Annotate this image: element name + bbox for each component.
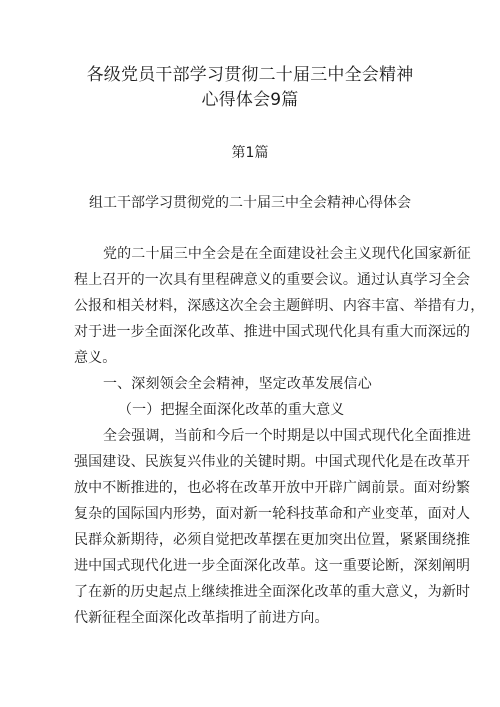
article-subtitle: 组工干部学习贯彻党的二十届三中全会精神心得体会 <box>89 195 411 211</box>
document-title-line-2: 心得体会9篇 <box>201 90 299 110</box>
paragraph-2-line: 强国建设、民族复兴伟业的关键时期。中国式现代化是在改革开 <box>74 454 471 470</box>
subsection-heading: （一）把握全面深化改革的重大意义 <box>118 402 345 418</box>
paragraph-2-line: 放中不断推进的，也必将在改革开放中开辟广阔前景。面对纷繁 <box>74 480 471 496</box>
paragraph-2-line: 进中国式现代化进一步全面深化改革。这一重要论断，深刻阐明 <box>74 558 471 574</box>
paragraph-1-line: 党的二十届三中全会是在全面建设社会主义现代化国家新征 <box>103 246 471 262</box>
paragraph-2-line: 民群众新期待，必须自觉把改革摆在更加突出位置，紧紧围绕推 <box>74 532 471 548</box>
paragraph-2-line: 复杂的国际国内形势，面对新一轮科技革命和产业变革，面对人 <box>74 506 471 522</box>
paragraph-2-line: 了在新的历史起点上继续推进全面深化改革的重大意义，为新时 <box>74 584 471 600</box>
document-title-line-1: 各级党员干部学习贯彻二十届三中全会精神 <box>86 65 414 85</box>
paragraph-1-line: 对于进一步全面深化改革、推进中国式现代化具有重大而深远的 <box>74 324 471 340</box>
section-number: 第1篇 <box>231 145 269 161</box>
paragraph-2-line: 全会强调，当前和今后一个时期是以中国式现代化全面推进 <box>103 428 471 444</box>
paragraph-1-line: 程上召开的一次具有里程碑意义的重要会议。通过认真学习全会 <box>74 272 471 288</box>
paragraph-2-line: 代新征程全面深化改革指明了前进方向。 <box>74 610 329 626</box>
paragraph-1-line: 意义。 <box>74 350 117 366</box>
section-heading: 一、深刻领会全会精神，坚定改革发展信心 <box>103 376 372 392</box>
paragraph-1-line: 公报和相关材料，深感这次全会主题鲜明、内容丰富、举措有力， <box>74 298 485 314</box>
